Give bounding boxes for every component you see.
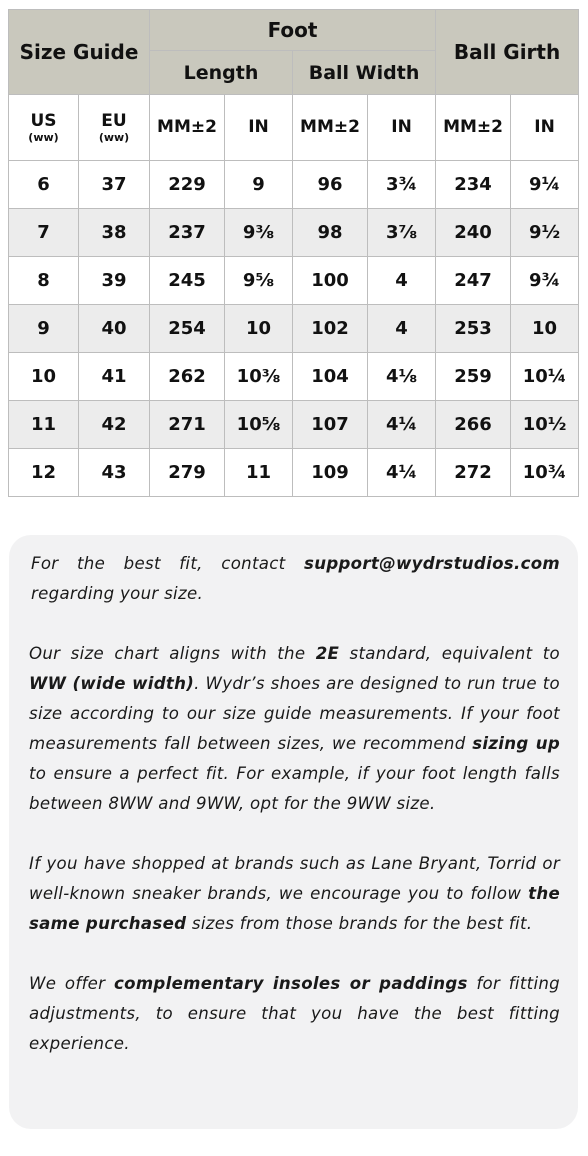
table-cell: 10⅜ xyxy=(225,353,293,401)
table-cell: 39 xyxy=(79,257,150,305)
table-cell: 266 xyxy=(436,401,511,449)
table-cell: 109 xyxy=(293,449,368,497)
table-cell: 237 xyxy=(150,209,225,257)
table-row xyxy=(9,353,579,401)
table-cell: 9⅝ xyxy=(225,257,293,305)
table-cell: 96 xyxy=(293,161,368,209)
table-cell: 4 xyxy=(368,257,436,305)
table-cell: 4⅛ xyxy=(368,353,436,401)
brands-paragraph: If you have shopped at brands such as Lane Bryant, Torrid or well-known sneaker brands, we encourage you to follow the same purchased sizes from those brands for the best fit. xyxy=(29,854,560,933)
table-cell: 259 xyxy=(436,353,511,401)
standard-paragraph: Our size chart aligns with the 2E standard, equivalent to WW (wide width). Wydr’s shoes are designed to run true to size according to our size guide measurements. If your foot measurements fall between sizes, we recommend sizing up to ensure a perfect fit. For example, if your foot length falls between 8WW and 9WW, opt for the 9WW size. xyxy=(29,644,560,813)
col-header-us: US (ww) xyxy=(9,95,79,161)
table-row xyxy=(9,305,579,353)
col-header-eu: EU (ww) xyxy=(79,95,150,161)
foot-header: Foot xyxy=(150,10,436,51)
col-header-girth-mm: MM±2 xyxy=(436,95,511,161)
table-cell: 10 xyxy=(9,353,79,401)
table-cell: 10½ xyxy=(511,401,579,449)
table-cell: 40 xyxy=(79,305,150,353)
col-header-width-mm: MM±2 xyxy=(293,95,368,161)
table-cell: 279 xyxy=(150,449,225,497)
table-cell: 12 xyxy=(9,449,79,497)
table-cell: 9½ xyxy=(511,209,579,257)
table-cell: 9 xyxy=(9,305,79,353)
table-cell: 104 xyxy=(293,353,368,401)
table-cell: 3⅞ xyxy=(368,209,436,257)
table-cell: 10 xyxy=(511,305,579,353)
col-header-length-in: IN xyxy=(225,95,293,161)
table-cell: 8 xyxy=(9,257,79,305)
table-cell: 253 xyxy=(436,305,511,353)
table-cell: 9¾ xyxy=(511,257,579,305)
table-cell: 10⅝ xyxy=(225,401,293,449)
table-cell: 10¾ xyxy=(511,449,579,497)
table-cell: 10 xyxy=(225,305,293,353)
table-cell: 9¼ xyxy=(511,161,579,209)
table-cell: 3¾ xyxy=(368,161,436,209)
table-cell: 271 xyxy=(150,401,225,449)
table-cell: 102 xyxy=(293,305,368,353)
ball-width-header: Ball Width xyxy=(293,51,436,95)
col-header-girth-in: IN xyxy=(511,95,579,161)
table-cell: 229 xyxy=(150,161,225,209)
table-cell: 37 xyxy=(79,161,150,209)
table-row xyxy=(9,209,579,257)
table-cell: 6 xyxy=(9,161,79,209)
table-cell: 234 xyxy=(436,161,511,209)
table-cell: 9⅜ xyxy=(225,209,293,257)
table-row xyxy=(9,401,579,449)
table-row xyxy=(9,257,579,305)
size-guide-title: Size Guide xyxy=(9,10,150,95)
table-cell: 254 xyxy=(150,305,225,353)
contact-paragraph: For the best fit, contact support@wydrstudios.com regarding your size. xyxy=(31,554,560,603)
table-cell: 38 xyxy=(79,209,150,257)
table-cell: 272 xyxy=(436,449,511,497)
table-cell: 9 xyxy=(225,161,293,209)
table-cell: 4¼ xyxy=(368,449,436,497)
table-cell: 247 xyxy=(436,257,511,305)
table-cell: 4¼ xyxy=(368,401,436,449)
ball-girth-header: Ball Girth xyxy=(436,10,579,95)
table-cell: 11 xyxy=(9,401,79,449)
table-cell: 11 xyxy=(225,449,293,497)
table-cell: 262 xyxy=(150,353,225,401)
table-cell: 41 xyxy=(79,353,150,401)
table-cell: 245 xyxy=(150,257,225,305)
insoles-paragraph: We offer complementary insoles or paddings for fitting adjustments, to ensure that you have the best fitting experience. xyxy=(29,974,561,1053)
table-cell: 42 xyxy=(79,401,150,449)
size-guide-table xyxy=(8,9,579,497)
col-header-length-mm: MM±2 xyxy=(150,95,225,161)
table-row xyxy=(9,161,579,209)
table-cell: 4 xyxy=(368,305,436,353)
table-cell: 240 xyxy=(436,209,511,257)
table-row xyxy=(9,449,579,497)
col-header-width-in: IN xyxy=(368,95,436,161)
fit-info-panel xyxy=(9,535,578,1129)
length-header: Length xyxy=(150,51,293,95)
table-cell: 100 xyxy=(293,257,368,305)
table-cell: 10¼ xyxy=(511,353,579,401)
table-cell: 98 xyxy=(293,209,368,257)
support-email-link[interactable]: support@wydrstudios.com xyxy=(304,554,560,573)
table-cell: 43 xyxy=(79,449,150,497)
table-cell: 107 xyxy=(293,401,368,449)
table-cell: 7 xyxy=(9,209,79,257)
